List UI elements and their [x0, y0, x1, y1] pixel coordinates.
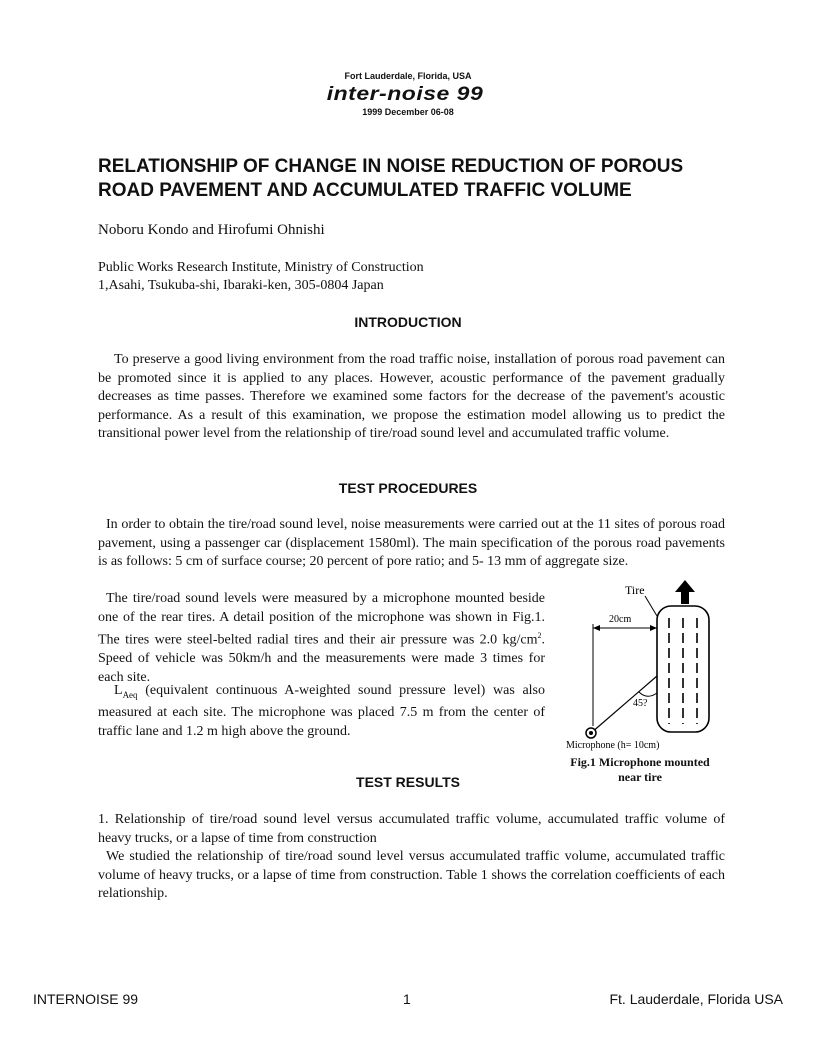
results-item-1: 1. Relationship of tire/road sound level versus accumulated traffic volume, accumulated traffic volume of heavy trucks, or a lapse of time from construction	[98, 812, 725, 846]
figure-label-distance: 20cm	[609, 614, 632, 625]
introduction-paragraph: To preserve a good living environment from the road traffic noise, installation of porous road pavement can be promoted since it is applied to any places. However, acoustic performance of the pavement gradually decreases as time passes. Therefore we examined some factors for the decrease of the pavement's acoustic performance. As a result of this examination, we propose the estimation model allowing us to predict the transitional power level from the relationship of tire/road sound level and accumulated traffic volume.	[98, 352, 725, 441]
paper-title: RELATIONSHIP OF CHANGE IN NOISE REDUCTION OF POROUS ROAD PAVEMENT AND ACCUMULATED TRAFFIC VOLUME	[98, 156, 684, 201]
paper-authors: Noboru Kondo and Hirofumi Ohnishi	[98, 222, 325, 238]
procedures-heading: TEST PROCEDURES	[338, 480, 478, 496]
angle-arc	[639, 692, 657, 696]
figure-label-microphone: Microphone (h= 10cm)	[566, 740, 660, 751]
conference-date: 1999 December 06-08	[362, 107, 454, 117]
procedures-paragraph-3-text: (equivalent continuous A-weighted sound pressure level) was also measured at each site. The microphone was placed 7.5 m from the center of traffic lane and 1.2 m high above the ground.	[98, 683, 545, 739]
results-paragraph: We studied the relationship of tire/road sound level versus accumulated traffic volume, accumulated traffic volume of heavy trucks, or a lapse of time from construction. Table 1 shows the correlation coefficients of each relationship.	[98, 849, 725, 901]
affiliation-line-1: Public Works Research Institute, Ministry of Construction	[98, 260, 424, 275]
dimension-arrow-right-icon	[650, 625, 657, 631]
procedures-paragraph-2-text-b: . Speed of vehicle was 50km/h and the measurements were made 3 times for each site.	[98, 632, 545, 685]
microphone-center-dot	[589, 731, 593, 735]
affiliation-line-2: 1,Asahi, Tsukuba-shi, Ibaraki-ken, 305-0804 Japan	[98, 278, 384, 293]
procedures-paragraph-1: In order to obtain the tire/road sound level, noise measurements were carried out at the 11 sites of porous road pavement, using a passenger car (displacement 1580ml). The main specification of the porous road pavements is as follows: 5 cm of surface course; 20 percent of pore ratio; and 5- 13 mm of aggregate size.	[98, 517, 725, 569]
laeq-symbol: L	[114, 683, 123, 698]
results-heading: TEST RESULTS	[356, 774, 460, 790]
tire-pointer-line	[645, 596, 657, 616]
footer-left: INTERNOISE 99	[33, 991, 139, 1007]
dimension-arrow-left-icon	[593, 625, 600, 631]
direction-arrow-icon	[675, 580, 695, 604]
laeq-subscript: Aeq	[122, 689, 138, 700]
conference-location: Fort Lauderdale, Florida, USA	[344, 71, 472, 81]
procedures-paragraph-3	[98, 682, 545, 741]
paper-affiliation	[98, 259, 424, 295]
unit-superscript: 2	[537, 631, 542, 640]
introduction-heading: INTRODUCTION	[354, 314, 462, 330]
figure-caption-line-1: Fig.1 Microphone mounted	[570, 755, 710, 769]
conference-logo: inter-noise 99	[326, 82, 484, 105]
page-number: 1	[403, 991, 411, 1007]
procedures-paragraph-2-text-a: The tire/road sound levels were measured by a microphone mounted beside one of the rear tires. A detail position of the microphone was shown in Fig.1. The tires were steel-belted radial tires and their air pressure was 2.0 kg/cm	[98, 591, 545, 648]
procedures-paragraph-2	[98, 590, 545, 687]
figure-caption-line-2: near tire	[618, 770, 662, 784]
footer-right: Ft. Lauderdale, Florida USA	[609, 991, 783, 1007]
figure-label-angle: 45?	[633, 698, 648, 709]
figure-label-tire: Tire	[625, 583, 645, 597]
